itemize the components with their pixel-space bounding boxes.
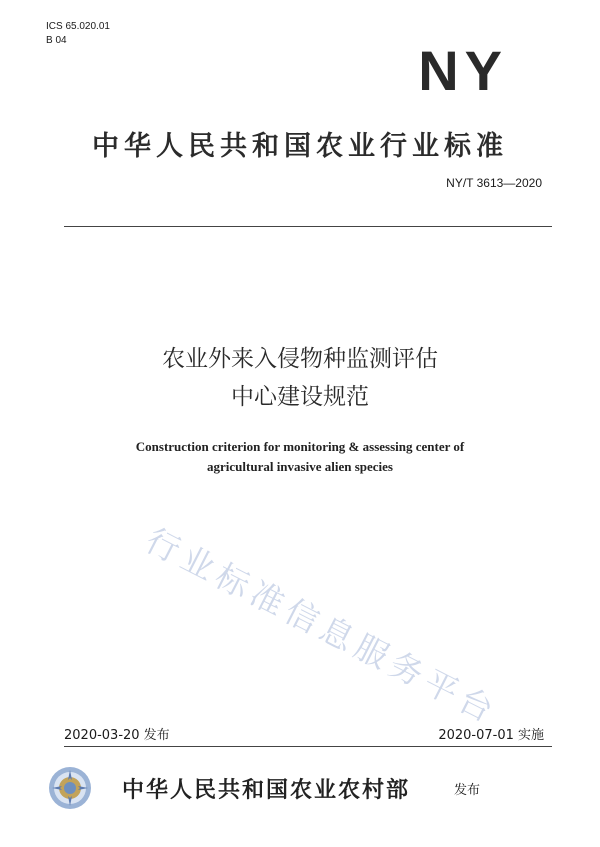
watermark: 行业标准信息服务平台 (139, 520, 505, 733)
title-chinese-line2: 中心建设规范 (231, 384, 369, 410)
title-english-line1: Construction criterion for monitoring & assessing center of (135, 439, 465, 454)
title-english-line2: agricultural invasive alien species (207, 459, 393, 474)
ny-logo: NY (418, 39, 508, 102)
top-divider (64, 226, 552, 227)
issuer-action: 发布 (454, 783, 481, 798)
title-english (0, 437, 600, 477)
ccs-code: B 04 (46, 35, 67, 46)
issuer-name: 中华人民共和国农业农村部 (122, 778, 411, 803)
title-chinese (0, 340, 600, 416)
emblem-icon (48, 766, 92, 810)
implement-date: 2020-07-01 实施 (438, 728, 544, 743)
classification-codes (46, 20, 110, 48)
title-chinese-line1: 农业外来入侵物种监测评估 (162, 346, 438, 372)
standard-title: 中华人民共和国农业行业标准 (92, 131, 508, 162)
bottom-divider (64, 746, 552, 747)
publish-date: 2020-03-20 发布 (64, 728, 170, 743)
standard-number: NY/T 3613—2020 (446, 176, 542, 190)
ics-code: ICS 65.020.01 (46, 21, 110, 32)
